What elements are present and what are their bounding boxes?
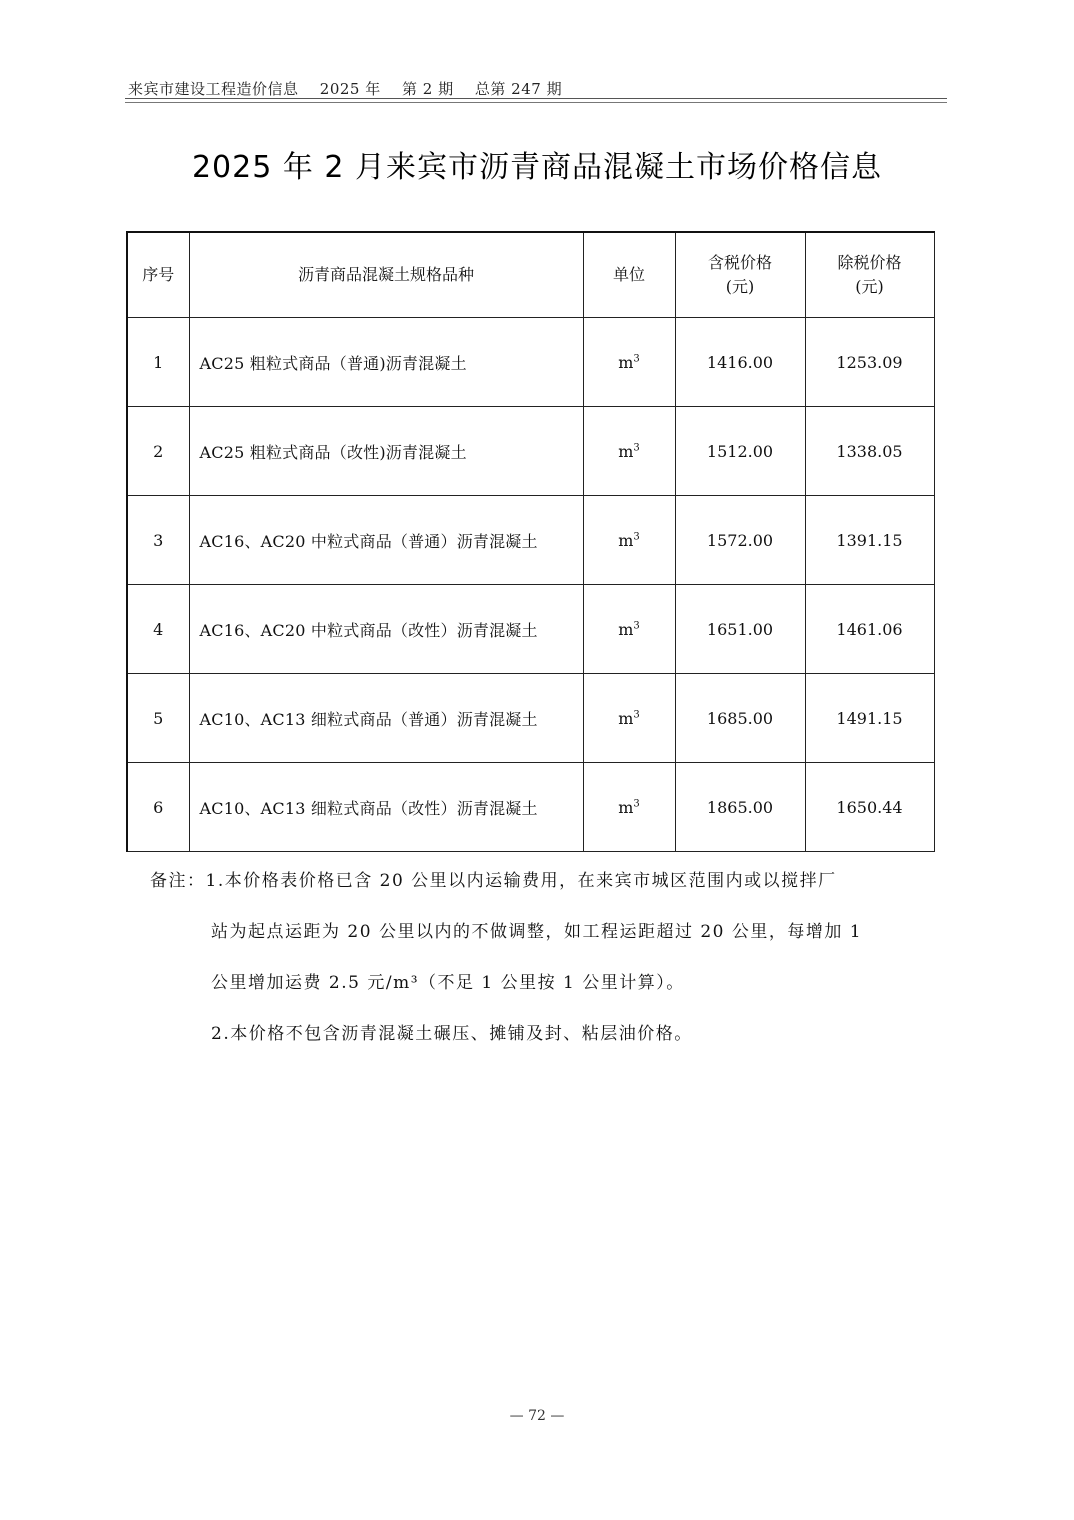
cell-spec: AC10、AC13 细粒式商品（普通）沥青混凝土	[189, 674, 583, 763]
publication-name: 来宾市建设工程造价信息	[128, 80, 299, 98]
unit-base: m	[618, 530, 634, 550]
unit-exponent: 3	[633, 798, 640, 810]
cell-seq: 5	[127, 674, 189, 763]
cell-spec: AC25 粗粒式商品（普通)沥青混凝土	[189, 318, 583, 407]
notes-section	[150, 856, 940, 1060]
table-row	[127, 318, 934, 407]
table-row	[127, 763, 934, 852]
table-header-row	[127, 232, 934, 318]
table-row	[127, 407, 934, 496]
cell-price-notax: 1650.44	[805, 763, 934, 852]
column-header-price-notax	[805, 232, 934, 318]
note-line-1: 备注：1.本价格表价格已含 20 公里以内运输费用，在来宾市城区范围内或以搅拌厂	[150, 871, 837, 891]
header-divider-thin	[125, 102, 947, 103]
price-notax-unit: (元)	[855, 277, 884, 296]
cell-price-notax: 1391.15	[805, 496, 934, 585]
cell-unit	[583, 585, 675, 674]
cell-seq: 2	[127, 407, 189, 496]
unit-exponent: 3	[633, 442, 640, 454]
cell-seq: 4	[127, 585, 189, 674]
running-header	[128, 78, 948, 99]
cell-price-tax: 1416.00	[675, 318, 805, 407]
table-row	[127, 496, 934, 585]
cell-unit	[583, 674, 675, 763]
price-table	[126, 231, 935, 852]
cell-unit	[583, 407, 675, 496]
cell-price-notax: 1253.09	[805, 318, 934, 407]
cell-price-tax: 1865.00	[675, 763, 805, 852]
column-header-spec: 沥青商品混凝土规格品种	[189, 232, 583, 318]
cell-spec: AC16、AC20 中粒式商品（普通）沥青混凝土	[189, 496, 583, 585]
cell-unit	[583, 496, 675, 585]
publication-total-issue: 总第 247 期	[474, 80, 563, 98]
cell-price-notax: 1338.05	[805, 407, 934, 496]
cell-spec: AC10、AC13 细粒式商品（改性）沥青混凝土	[189, 763, 583, 852]
price-tax-unit: (元)	[725, 277, 755, 296]
table-row	[127, 674, 934, 763]
cell-price-notax: 1491.15	[805, 674, 934, 763]
unit-base: m	[618, 797, 634, 817]
note-line-3: 公里增加运费 2.5 元/m³（不足 1 公里按 1 公里计算）。	[211, 973, 685, 993]
price-tax-label: 含税价格	[707, 253, 772, 272]
unit-exponent: 3	[633, 353, 640, 365]
cell-unit	[583, 318, 675, 407]
unit-exponent: 3	[633, 620, 640, 632]
header-divider	[125, 98, 947, 99]
page-number: — 72 —	[509, 1408, 565, 1424]
unit-base: m	[618, 441, 634, 461]
publication-issue: 第 2 期	[402, 80, 454, 98]
unit-base: m	[618, 619, 634, 639]
note-line-2: 站为起点运距为 20 公里以内的不做调整，如工程运距超过 20 公里，每增加 1	[211, 922, 863, 942]
cell-seq: 6	[127, 763, 189, 852]
cell-price-tax: 1685.00	[675, 674, 805, 763]
unit-exponent: 3	[633, 709, 640, 721]
column-header-unit: 单位	[583, 232, 675, 318]
cell-spec: AC16、AC20 中粒式商品（改性）沥青混凝土	[189, 585, 583, 674]
table-row	[127, 585, 934, 674]
cell-price-notax: 1461.06	[805, 585, 934, 674]
unit-base: m	[618, 708, 634, 728]
page-title: 2025 年 2 月来宾市沥青商品混凝土市场价格信息	[191, 150, 883, 185]
cell-price-tax: 1651.00	[675, 585, 805, 674]
cell-spec: AC25 粗粒式商品（改性)沥青混凝土	[189, 407, 583, 496]
cell-seq: 1	[127, 318, 189, 407]
column-header-seq: 序号	[127, 232, 189, 318]
cell-unit	[583, 763, 675, 852]
cell-price-tax: 1512.00	[675, 407, 805, 496]
unit-base: m	[618, 352, 634, 372]
unit-exponent: 3	[633, 531, 640, 543]
price-notax-label: 除税价格	[837, 253, 902, 272]
cell-seq: 3	[127, 496, 189, 585]
cell-price-tax: 1572.00	[675, 496, 805, 585]
note-line-4: 2.本价格不包含沥青混凝土碾压、摊铺及封、粘层油价格。	[211, 1024, 693, 1044]
column-header-price-tax	[675, 232, 805, 318]
publication-year: 2025 年	[319, 80, 381, 98]
